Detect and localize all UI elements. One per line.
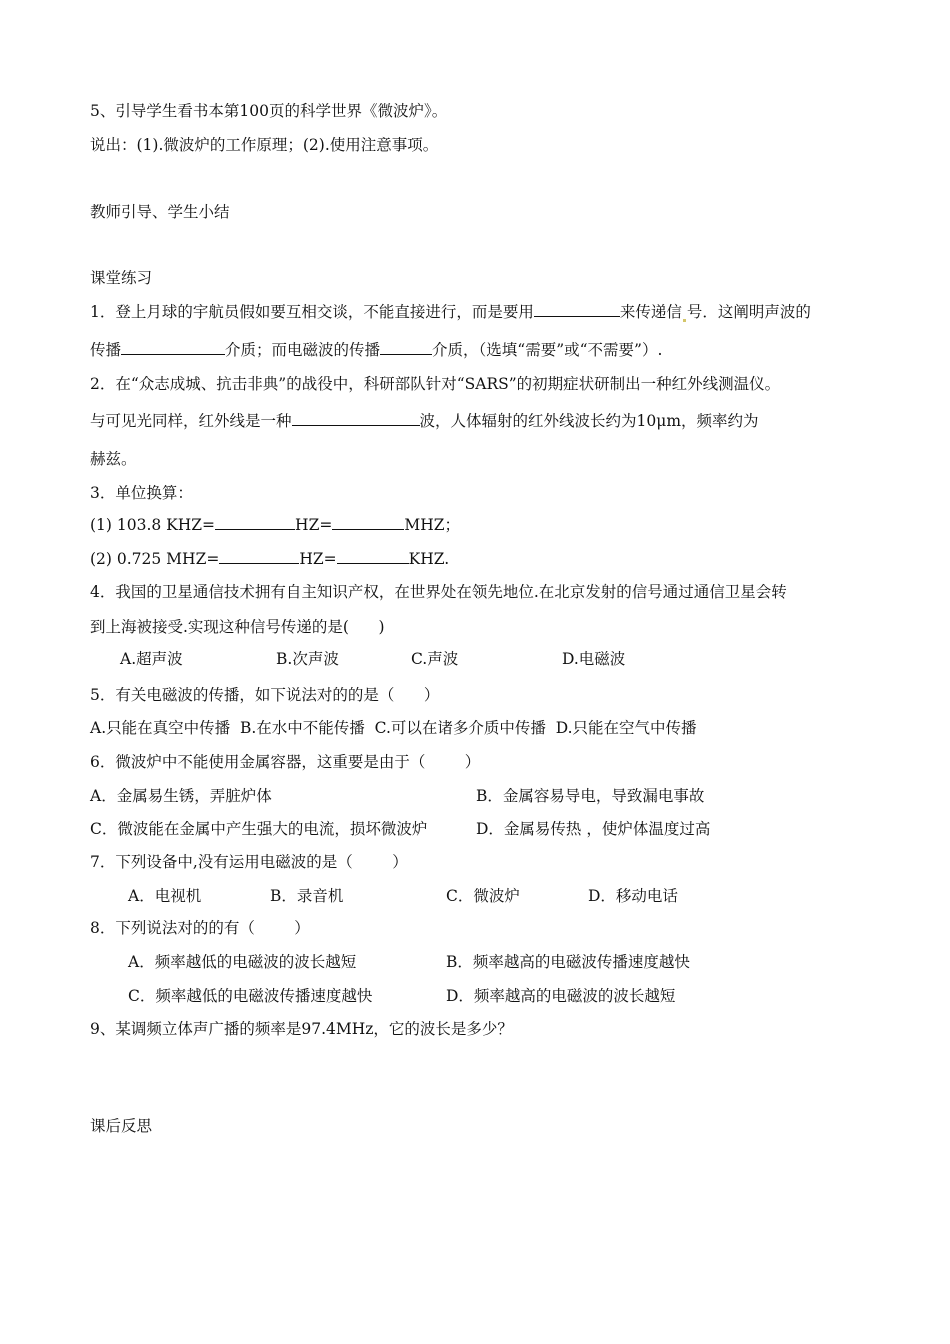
q1-text-f: 介质，（选填“需要”或“不需要”）.	[432, 341, 663, 359]
question-2-line-3: 赫兹。	[90, 450, 137, 468]
q8-option-c[interactable]: C．频率越低的电磁波传播速度越快	[128, 987, 373, 1005]
q3-r2-text-c: KHZ.	[408, 550, 450, 568]
q4-option-d[interactable]: D.电磁波	[562, 650, 626, 668]
question-7-stem: 7．下列设备中,没有运用电磁波的是（ ）	[90, 853, 408, 871]
q6-option-b[interactable]: B．金属容易导电，导致漏电事故	[476, 787, 705, 805]
q8-option-b[interactable]: B．频率越高的电磁波传播速度越快	[446, 953, 690, 971]
q1-text-b: 来传递信	[619, 303, 682, 321]
q3-r1-text-b: HZ=	[295, 516, 333, 534]
q3-r1-text-c: MHZ；	[404, 516, 460, 534]
q7-option-b[interactable]: B．录音机	[270, 887, 344, 905]
question-1-line-1	[90, 302, 811, 322]
question-4-line-2: 到上海被接受.实现这种信号传递的是( )	[90, 618, 385, 636]
question-2-line-1: 2．在“众志成城、抗击非典”的战役中，科研部队针对“SARS”的初期症状研制出一种红外线测温仪。	[90, 375, 781, 393]
mark	[683, 319, 686, 322]
q4-option-b[interactable]: B.次声波	[276, 650, 339, 668]
question-2-line-2	[90, 411, 759, 431]
q3-r2-blank-1[interactable]	[219, 549, 299, 564]
question-5-options: A.只能在真空中传播 B.在水中不能传播 C.可以在诸多介质中传播 D.只能在空气中传播	[90, 719, 697, 737]
q6-option-a[interactable]: A．金属易生锈，弄脏炉体	[90, 787, 272, 805]
q3-r1-blank-1[interactable]	[215, 515, 295, 530]
section-summary-heading: 教师引导、学生小结	[90, 203, 230, 221]
q1-text-d: 传播	[90, 341, 122, 359]
q4-option-c[interactable]: C.声波	[411, 650, 459, 668]
q7-option-d[interactable]: D．移动电话	[588, 887, 678, 905]
q3-r2-text-b: HZ=	[299, 550, 337, 568]
q1-text-e: 介质；而电磁波的传播	[225, 341, 381, 359]
q1-text-c: 号．这阐明声波的	[686, 303, 811, 321]
q7-option-c[interactable]: C．微波炉	[446, 887, 520, 905]
section-exercise-heading: 课堂练习	[90, 269, 153, 287]
q3-r2-text-a: (2) 0.725 MHZ=	[90, 550, 220, 568]
q2-text-b: 与可见光同样，红外线是一种	[90, 412, 292, 430]
q3-r1-blank-2[interactable]	[332, 515, 404, 530]
q8-option-d[interactable]: D．频率越高的电磁波的波长越短	[446, 987, 676, 1005]
question-3-row-1	[90, 515, 460, 535]
question-3-title: 3．单位换算：	[90, 484, 193, 502]
q4-option-a[interactable]: A.超声波	[120, 650, 183, 668]
question-4-line-1: 4．我国的卫星通信技术拥有自主知识产权，在世界处在领先地位.在北京发射的信号通过通信卫星会转	[90, 583, 787, 601]
item5-sub-text: 说出：(1).微波炉的工作原理；(2).使用注意事项。	[90, 136, 439, 154]
q1-blank-2[interactable]	[121, 340, 225, 355]
q7-option-a[interactable]: A．电视机	[128, 887, 202, 905]
section-reflection-heading: 课后反思	[90, 1117, 153, 1135]
item5-text: 5、引导学生看书本第100页的科学世界《微波炉》。	[90, 102, 448, 120]
q3-r2-blank-2[interactable]	[337, 549, 409, 564]
q2-blank-1[interactable]	[292, 411, 420, 426]
question-6-stem: 6．微波炉中不能使用金属容器，这重要是由于（ ）	[90, 753, 481, 771]
q1-blank-1[interactable]	[534, 302, 620, 317]
q1-blank-3[interactable]	[380, 340, 432, 355]
q8-option-a[interactable]: A．频率越低的电磁波的波长越短	[128, 953, 357, 971]
q3-r1-text-a: (1) 103.8 KHZ=	[90, 516, 216, 534]
question-5-stem: 5．有关电磁波的传播，如下说法对的的是（ ）	[90, 686, 440, 704]
question-3-row-2	[90, 549, 449, 569]
question-1-line-2	[90, 340, 662, 360]
q6-option-d[interactable]: D．金属易传热 ，使炉体温度过高	[476, 820, 711, 838]
q6-option-c[interactable]: C．微波能在金属中产生强大的电流，损坏微波炉	[90, 820, 428, 838]
q2-text-c: 波，人体辐射的红外线波长约为10μm，频率约为	[419, 412, 759, 430]
q1-text-a: 1．登上月球的宇航员假如要互相交谈，不能直接进行，而是要用	[90, 303, 534, 321]
question-9-text: 9、某调频立体声广播的频率是97.4MHz，它的波长是多少？	[90, 1020, 513, 1038]
question-8-stem: 8．下列说法对的的有（ ）	[90, 919, 310, 937]
